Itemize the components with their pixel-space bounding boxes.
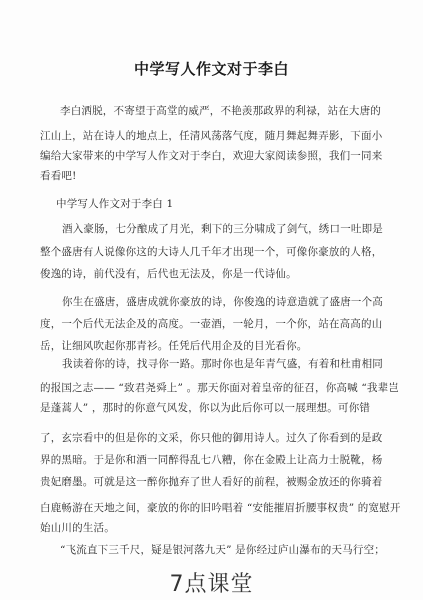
paragraph-line: 酒入豪肠，七分酿成了月光，剩下的三分啸成了剑气，绣口一吐即是 xyxy=(62,223,383,235)
paragraph-line: 了，玄宗看中的但是你的文采，你只他的御用诗人。过久了你看到的是政 xyxy=(40,432,383,444)
intro-line: 编给大家带来的中学写人作文对于李白，欢迎大家阅读参照，我们一同来 xyxy=(40,150,383,162)
paragraph-line: 是蓬蒿人” ，那时的你意气风发，你以为此后你可以一展理想。可你错 xyxy=(40,402,371,414)
paragraph-line: 始山川的生活。 xyxy=(40,522,115,534)
paragraph-line: 岳，让细风吹起你那青衫。任凭后代用企及的目光看你。 xyxy=(40,340,308,352)
paragraph-line: 俊逸的诗，前代没有，后代也无法及，你是一代诗仙。 xyxy=(40,268,297,280)
paragraph-line: 整个盛唐有人说像你这的大诗人几千年才出现一个，可像你豪放的人格， xyxy=(40,246,383,258)
paragraph-line: 界的黑暗。于是你和酒一同醉得乱七八糟，你在金殿上让高力士脱靴，杨 xyxy=(40,454,383,466)
paragraph-line: 贵妃磨墨。可就是这一醉你抛弃了世人看好的前程，被赐金放还的你骑着 xyxy=(40,476,383,488)
paragraph-line: 你生在盛唐，盛唐成就你豪放的诗，你俊逸的诗意造就了盛唐一个高 xyxy=(62,296,383,308)
paragraph-line: 白鹿畅游在天地之间，豪放的你的旧吟唱着 “安能摧眉折腰事权贵” 的宽慰开 xyxy=(40,502,401,514)
paragraph-line: 的报国之志—— “致君尧舜上” 。那天你面对着皇帝的征召，你高喊 “我辈岂 xyxy=(40,382,400,394)
watermark-text: 7点课堂 xyxy=(169,572,254,597)
paragraph-line: 度，一个后代无法企及的高度。一壶酒，一轮月，一个你，站在高高的山 xyxy=(40,318,383,330)
intro-line: 看看吧! xyxy=(40,170,77,182)
paragraph-line: 我读着你的诗，找寻你一路。那时你也是年青气盛，有着和杜甫相同 xyxy=(62,358,383,370)
paragraph-line: “飞流直下三千尺，疑是银河落九天” 是你经过庐山瀑布的天马行空； xyxy=(60,544,385,556)
document-title: 中学写人作文对于李白 xyxy=(133,60,289,78)
section-subheading: 中学写人作文对于李白 1 xyxy=(56,198,174,210)
intro-line: 李白洒脱，不寄望于高堂的威严，不艳羡那政界的利禄，站在大唐的 xyxy=(60,105,381,117)
intro-line: 江山上，站在诗人的地点上，任清风荡落气度，随月舞起舞弄影，下面小 xyxy=(40,130,383,142)
